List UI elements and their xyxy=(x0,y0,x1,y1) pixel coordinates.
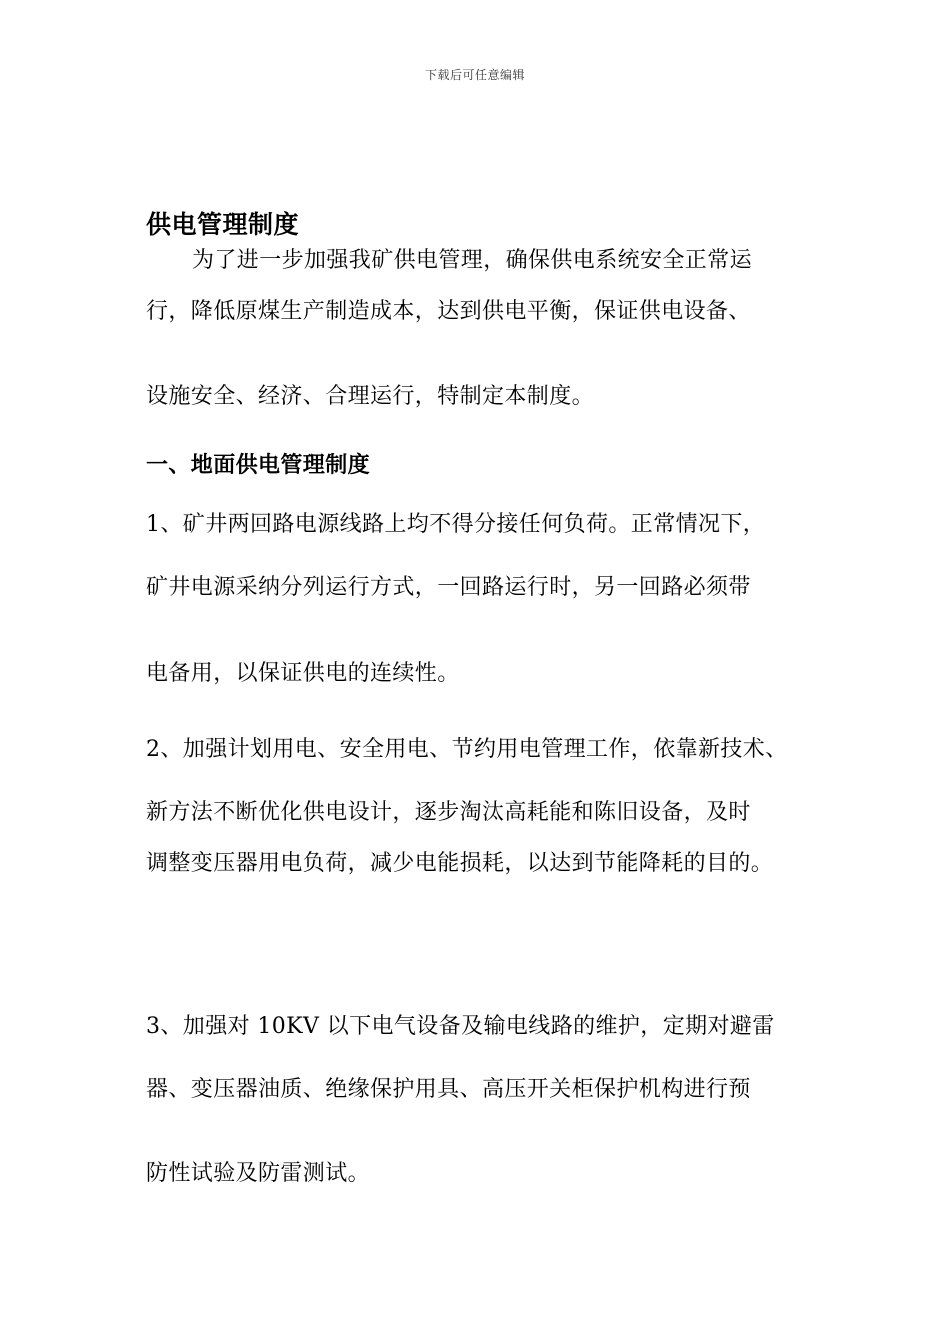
header-note: 下载后可任意编辑 xyxy=(424,68,525,82)
item2-line-2: 新方法不断优化供电设计，逐步淘汰高耗能和陈旧设备，及时 xyxy=(146,800,751,825)
item2-line-1: 2、加强计划用电、安全用电、节约用电管理工作，依靠新技术、 xyxy=(146,737,788,762)
intro-line-3: 设施安全、经济、合理运行，特制定本制度。 xyxy=(146,384,595,409)
item1-line-3: 电备用，以保证供电的连续性。 xyxy=(146,661,460,686)
intro-line-1: 为了进一步加强我矿供电管理，确保供电系统安全正常运 xyxy=(192,248,753,273)
item1-line-1: 1、矿井两回路电源线路上均不得分接任何负荷。正常情况下， xyxy=(146,512,766,537)
item3-line-2: 器、变压器油质、绝缘保护用具、高压开关柜保护机构进行预 xyxy=(146,1077,751,1102)
intro-line-2: 行，降低原煤生产制造成本，达到供电平衡，保证供电设备、 xyxy=(146,299,751,324)
item3-line-1: 3、加强对 10KV 以下电气设备及输电线路的维护，定期对避雷 xyxy=(146,1014,775,1039)
item1-line-2: 矿井电源采纳分列运行方式，一回路运行时，另一回路必须带 xyxy=(146,575,751,600)
item3-line-3: 防性试验及防雷测试。 xyxy=(146,1161,371,1186)
section-heading: 一、地面供电管理制度 xyxy=(146,452,371,478)
item2-line-3: 调整变压器用电负荷，减少电能损耗，以达到节能降耗的目的。 xyxy=(146,851,774,876)
document-title: 供电管理制度 xyxy=(146,210,300,239)
